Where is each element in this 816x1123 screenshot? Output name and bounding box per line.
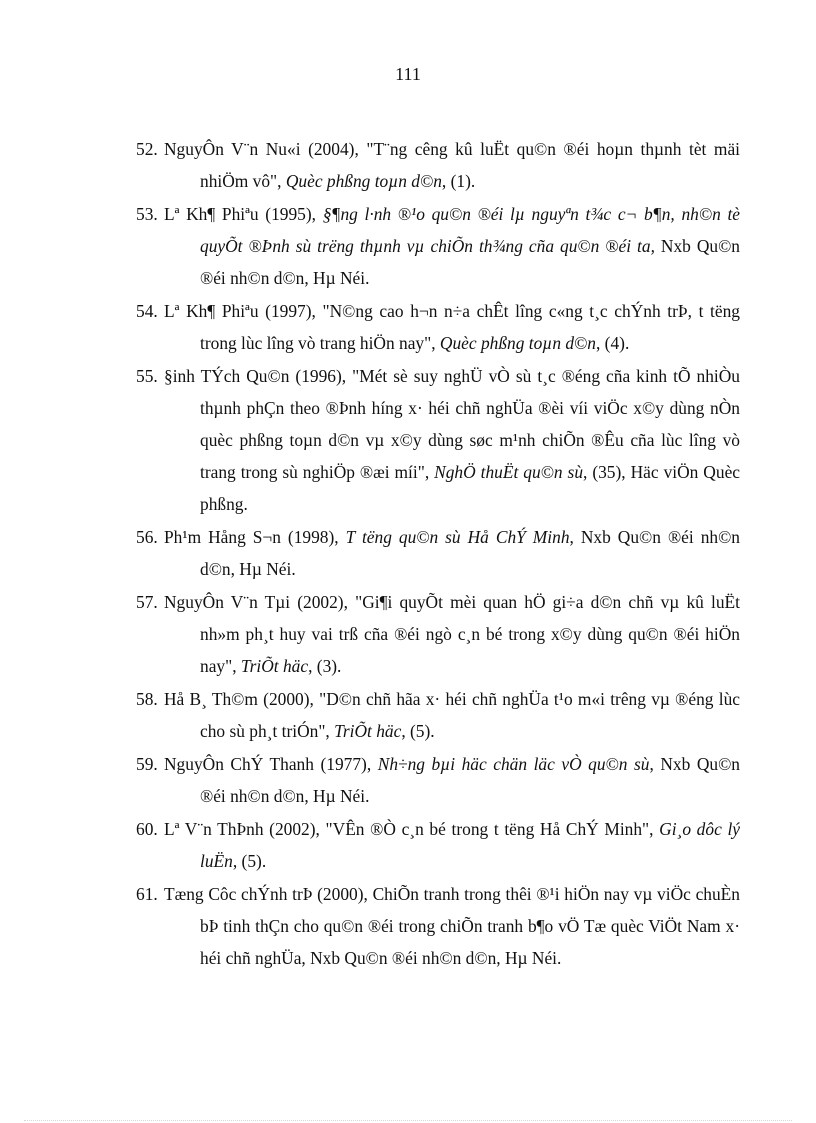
reference-text: Tæng Côc chÝnh trÞ (2000), ChiÕn tranh trong thêi ®¹i hiÖn nay vµ viÖc chuÈn bÞ tinh thÇn cho qu©n ®éi trong chiÕn tranh b¶o vÖ Tæ quèc ViÖt Nam x· héi chñ nghÜa, Nxb Qu©n ®éi nh©n d©n, Hµ Néi. (164, 884, 740, 968)
reference-item (136, 748, 740, 812)
reference-title: TriÕt häc (240, 656, 309, 676)
reference-text-end: , Nxb Qu©n ®éi nh©n d©n, Hµ Néi. (200, 527, 740, 579)
reference-item (136, 878, 740, 974)
reference-text: Lª V¨n ThÞnh (2002), "VÊn ®Ò c¸n bé trong t tëng Hå ChÝ Minh", (164, 819, 660, 839)
reference-number: 58. (136, 689, 158, 709)
reference-title: Nh÷ng bµi häc chän läc vÒ qu©n sù (377, 754, 650, 774)
reference-number: 60. (136, 819, 158, 839)
reference-list (136, 133, 740, 975)
reference-number: 59. (136, 754, 158, 774)
reference-text: NguyÔn V¨n Tµi (2002), "Gi¶i quyÕt mèi quan hÖ gi÷a d©n chñ vµ kû luËt nh»m ph¸t huy vai trß cña ®éi ngò c¸n bé trong x©y dùng qu©n ®éi hiÖn nay", (164, 592, 740, 676)
reference-item (136, 295, 740, 359)
reference-text: Hå B¸ Th©m (2000), "D©n chñ hãa x· héi chñ nghÜa t¹o m«i trêng vµ ®éng lùc cho sù ph¸t triÓn", (164, 689, 740, 741)
page-number: 111 (395, 64, 421, 84)
reference-item (136, 521, 740, 585)
reference-text: NguyÔn ChÝ Thanh (1977), (164, 754, 378, 774)
reference-number: 61. (136, 884, 158, 904)
reference-number: 52. (136, 139, 158, 159)
reference-text-end: , (5). (401, 721, 435, 741)
reference-title: Gi¸o dôc lý luËn (200, 819, 740, 871)
reference-number: 53. (136, 204, 158, 224)
reference-number: 56. (136, 527, 158, 547)
reference-text: Ph¹m Hång S¬n (1998), (164, 527, 346, 547)
reference-text: Lª Kh¶ Phiªu (1997), "N©ng cao h¬n n÷a chÊt lîng c«ng t¸c chÝnh trÞ, t tëng trong lùc lîng vò trang hiÖn nay", (164, 301, 740, 353)
reference-text: NguyÔn V¨n Nu«i (2004), "T¨ng cêng kû luËt qu©n ®éi hoµn thµnh tèt mäi nhiÖm vô", (164, 139, 740, 191)
reference-item (136, 133, 740, 197)
reference-item (136, 198, 740, 294)
reference-number: 55. (136, 366, 158, 386)
reference-item (136, 813, 740, 877)
reference-item (136, 683, 740, 747)
reference-text: §inh TÝch Qu©n (1996), "Mét sè suy nghÜ vÒ sù t¸c ®éng cña kinh tÕ nhiÒu thµnh phÇn theo ®Þnh híng x· héi chñ nghÜa ®èi víi viÖc x©y dùng nÒn quèc phßng toµn d©n vµ x©y dùng søc m¹nh chiÕn ®Êu cña lùc lîng vò trang trong sù nghiÖp ®æi míi", (164, 366, 740, 482)
reference-number: 54. (136, 301, 158, 321)
reference-item (136, 360, 740, 520)
page-bottom-divider (24, 1120, 792, 1121)
reference-text-end: , (4). (595, 333, 630, 353)
reference-item (136, 586, 740, 682)
reference-text-end: , Nxb Qu©n ®éi nh©n d©n, Hµ Néi. (200, 754, 741, 806)
reference-text-end: , (1). (441, 171, 476, 191)
reference-text-end: , (3). (308, 656, 342, 676)
reference-title: NghÖ thuËt qu©n sù (434, 462, 584, 482)
reference-text-end: , (5). (232, 851, 267, 871)
reference-text-end: , (35), Häc viÖn Quèc phßng. (200, 462, 741, 514)
reference-title: T tëng qu©n sù Hå ChÝ Minh (345, 527, 570, 547)
reference-title: §¶ng l·nh ®¹o qu©n ®éi lµ nguyªn t¾c c¬ b¶n, nh©n tè quyÕt ®Þnh sù trëng thµnh vµ chiÕn th¾ng cña qu©n ®éi ta, (200, 204, 740, 256)
reference-title: TriÕt häc (334, 721, 402, 741)
reference-text-end: Nxb Qu©n ®éi nh©n d©n, Hµ Néi. (200, 236, 741, 288)
reference-title: Quèc phßng toµn d©n (285, 171, 442, 191)
reference-title: Quèc phßng toµn d©n (439, 333, 596, 353)
reference-number: 57. (136, 592, 158, 612)
reference-text: Lª Kh¶ Phiªu (1995), (164, 204, 323, 224)
